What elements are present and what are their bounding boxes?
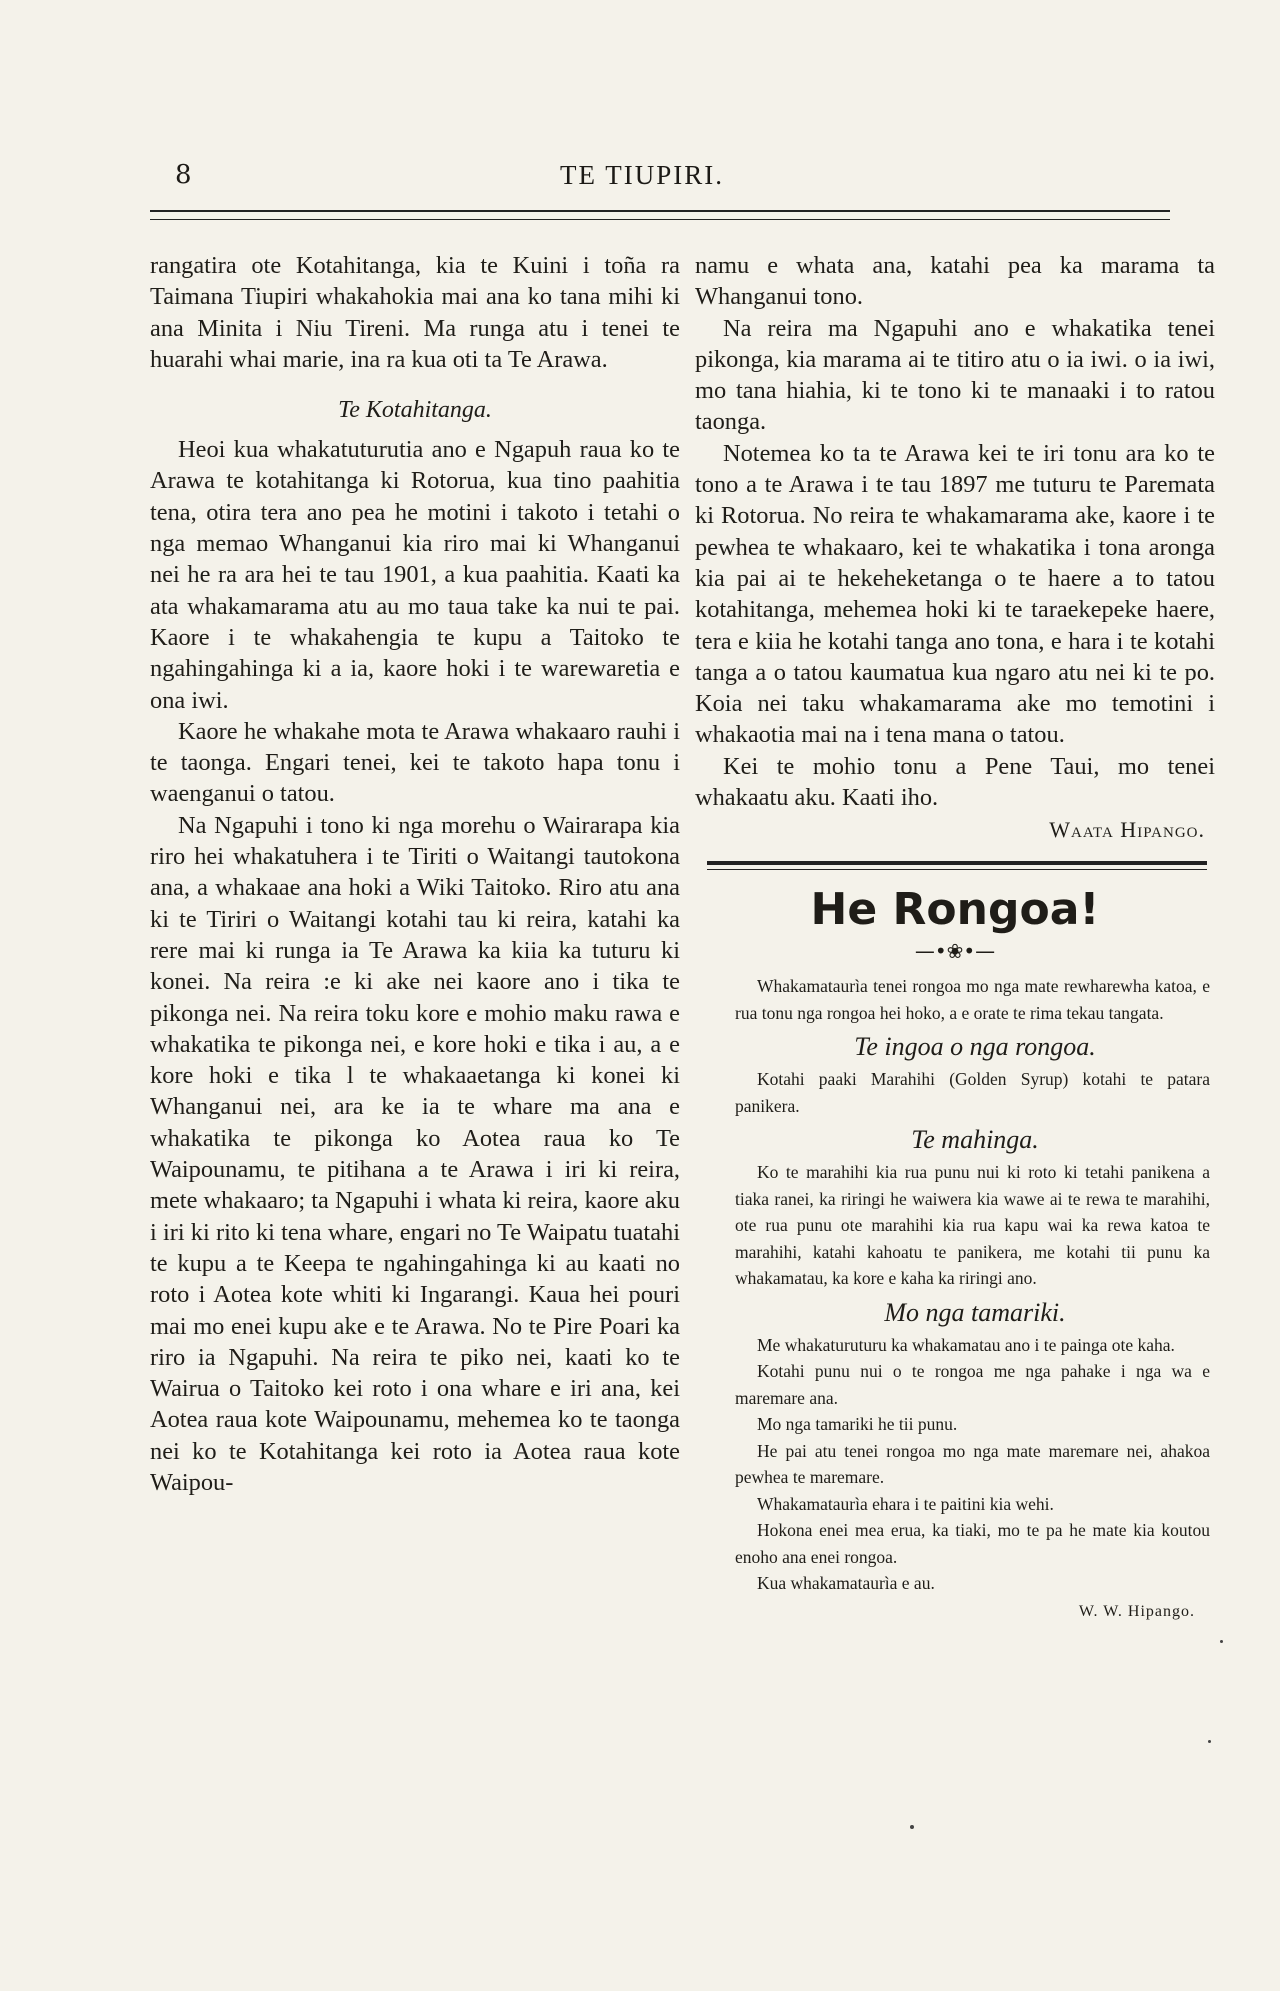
- children-line: Kotahi punu nui o te rongoa me nga pahake i nga wa e maremare ana.: [735, 1361, 1210, 1408]
- article-paragraph: Heoi kua whakatuturutia ano e Ngapuh raua ko te Arawa te kotahitanga ki Rotorua, kua tino paahitia tena, otira tera ano pea he motini i takoto i tetahi o nga memao Whanganui kia riro mai ki Whanganui nei he ra ara hei te tau 1901, a kua paahitia. Kaati ka ata whakamarama atu au mo taua take ka nui te pai. Kaore i te whakahengia te kupu a Taitoko te ngahingahinga ki a ia, kaore hoki i te warewaretia e ona iwi.: [150, 436, 680, 714]
- section-divider-thin: [707, 869, 1207, 870]
- left-column: [150, 250, 680, 1498]
- method-text: Ko te marahihi kia rua punu nui ki roto ki tetahi panikena a tiaka ranei, ka riringi he waiwera kia wawe ai te rewa te marahihi, ote rua punu ote marahihi kia rua kapu wai ka rewa katoa te marahihi, katahi kahoatu te panikera, me kotahi tii punu ka whakamatau, ka kore e kaha ka riringi ano.: [735, 1162, 1210, 1289]
- article-paragraph: Kaore he whakahe mota te Arawa whakaaro rauhi i te taonga. Engari tenei, kei te takoto hapa tonu i waenganui o tatou.: [150, 717, 680, 808]
- page-header: [175, 160, 1175, 200]
- method-heading: Te mahinga.: [911, 1125, 1039, 1155]
- children-line: Hokona enei mea erua, ka tiaki, mo te pa he mate kia koutou enoho ana enei rongoa.: [735, 1520, 1210, 1567]
- print-speck: [910, 1825, 914, 1829]
- article-paragraph: Kei te mohio tonu a Pene Taui, mo tenei whakaatu aku. Kaati iho.: [695, 752, 1215, 812]
- article-paragraph: Na Ngapuhi i tono ki nga morehu o Wairarapa kia riro hei whakatuhera i te Tiriti o Waitangi tautokona ana, a whakaae ana hoki a Wiki Taitoko. Riro atu ana ki te Tiriri o Waitangi kotahi tau ki reira, katahi ka rere mai ki runga ia Te Arawa ka kiia ka tuturu ki konei. Na reira :e ki ake nei kaore ano i tika te pikonga nei. Na reira toku kore e mohio maku rawa e whakatika te pikonga nei, e kore hoki e tika i au, a e kore hoki e tika l te whakaaetanga ki konei ki Whanganui nei, ara ke ia te whare ma ana e whakatika te pikonga ko Aotea raua ko Te Waipounamu, te pitihana a te Arawa i iri ki reira, mete whakaaro; ta Ngapuhi i whata ki reira, kaore aku i iri ki rito ki tena whare, engari no Te Waipatu tuatahi te kupu a te Keepa te ngahingahinga ki au kaati no roto i Aotea kote whiti ki Ingarangi. Kaua hei pouri mai mo enei kupu ake e te Arawa. No te Pire Poari ka riro ia Ngapuhi. Na reira te piko nei, kaati ko te Wairua o Taitoko kei roto i ona whare e iri ana, kei Aotea raua kote Waipounamu, mehemea ko te taonga nei ko te Kotahitanga kei roto ia Aotea raua kote Waipou-: [150, 811, 680, 1496]
- remedy-intro: Whakamataurìa tenei rongoa mo nga mate rewharewha katoa, e rua tonu nga rongoa hei hoko, a e orate te rima tekau tangata.: [735, 976, 1210, 1023]
- author-signature: Waata Hipango.: [1049, 817, 1205, 843]
- intro-paragraph: rangatira ote Kotahitanga, kia te Kuini i toña ra Taimana Tiupiri whakahokia mai ana ko tana mihi ki ana Minita i Niu Tireni. Ma runga atu i tenei te huarahi whai marie, ina ra kua oti ta Te Arawa.: [150, 252, 680, 373]
- remedy-signature: W. W. Hipango.: [1078, 1602, 1195, 1620]
- right-column: [695, 250, 1215, 1621]
- children-line: Mo nga tamariki he tii punu.: [757, 1414, 958, 1435]
- section-subheading: Te Kotahitanga.: [338, 397, 492, 424]
- ornament-icon: —•❀•—: [914, 939, 996, 964]
- ingredients-heading: Te ingoa o nga rongoa.: [854, 1032, 1096, 1062]
- page-number: 8: [175, 160, 192, 190]
- children-line: Kua whakamataurìa e au.: [757, 1573, 935, 1594]
- article-paragraph: Na reira ma Ngapuhi ano e whakatika tenei pikonga, kia marama ai te titiro atu o ia iwi. o ia iwi, mo tana hiahia, ki te tono ki te manaaki i to ratou taonga.: [695, 314, 1215, 436]
- continued-paragraph: namu e whata ana, katahi pea ka marama ta Whanganui tono.: [695, 252, 1215, 311]
- print-speck: [1208, 1740, 1211, 1743]
- children-line: Whakamataurìa ehara i te paitini kia wehi.: [757, 1493, 1054, 1514]
- running-title: TE TIUPIRI.: [560, 160, 724, 190]
- remedy-title: He Rongoa!: [810, 884, 1100, 936]
- children-line: Me whakaturuturu ka whakamatau ano i te painga ote kaha.: [757, 1334, 1175, 1355]
- children-line: He pai atu tenei rongoa mo nga mate maremare nei, ahakoa pewhea te maremare.: [735, 1440, 1210, 1488]
- header-rule: [150, 210, 1170, 220]
- ingredients-text: Kotahi paaki Marahihi (Golden Syrup) kotahi te patara panikera.: [735, 1069, 1210, 1116]
- section-divider-thick: [707, 861, 1207, 865]
- children-heading: Mo nga tamariki.: [884, 1297, 1066, 1327]
- remedy-section: [695, 884, 1215, 1621]
- article-paragraph: Notemea ko ta te Arawa kei te iri tonu ara ko te tono a te Arawa i te tau 1897 me tuturu te Paremata ki Rotorua. No reira te whakamarama ake, kaore i te pewhea te whakaaro, kei te whakatika i tona aronga kia pai ai te hekeheketanga o te haere a to tatou kotahitanga, mehemea hoki ki te taraekepeke haere, tera e kiia he kotahi tanga ano tona, e hara i te kotahi tanga a o tatou kaumatua kua ngaro atu nei ki te po. Koia nei taku whakamarama ake mo temotini i whakaotia mai na i tena mana o tatou.: [695, 439, 1215, 749]
- print-speck: [1220, 1640, 1223, 1643]
